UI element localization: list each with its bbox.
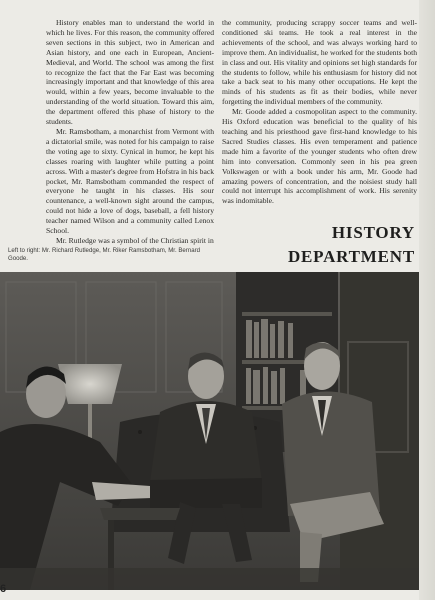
article-column-right — [222, 18, 417, 206]
article-paragraph: Mr. Goode added a cosmopolitan aspect to the community. His Oxford education was beneficial to the quality of his teaching and his priesthood gave first-hand knowledge to his Sacred Studies classes. His even temperament and patience made him a favorite of the younger students who often drew him into conversation. Commonly seen in his pea green Volkswagen or with a book under his arm, Mr. Goode had amazing powers of concentration, and the noisiest study hall could not interrupt his accomplishment of work. His serenity was indomitable. — [222, 107, 417, 206]
article-paragraph: Mr. Ramsbotham, a monarchist from Vermont with a dictatorial smile, was noted for his campaign to raise the voting age to sixty. Cynical in humor, he kept his classes roaring with laughter while putting a point across. With a master's degree from Hofstra in his back pocket, Mr. Ramsbotham commanded the respect of everyone he taught in his classes. His sour countenance, a well-known sight around the campus, could not hide a love of dogs, baseball, a fell history teacher named Wilson and a community called Lenox School. — [46, 126, 214, 236]
photo-caption: Left to right: Mr. Richard Rutledge, Mr. Riker Ramsbotham, Mr. Bernard Goode. — [8, 247, 201, 262]
page-number: 6 — [0, 583, 7, 595]
article-column-left — [46, 18, 214, 246]
article-paragraph: History enables man to understand the world in which he lives. For this reason, the community offered seven sections in this subject, two in American and Asian history, and one each in European, Ancient-Medieval, and World. The school was among the first to recognize the fact that the Far East was becoming increasingly important and that knowledge of this area would, within a few years, become invaluable to the understanding of the world situation. Toward this aim, the department offered this phase of history to the students. — [46, 18, 214, 127]
article-paragraph: Mr. Rutledge was a symbol of the Christian spirit in — [56, 235, 214, 245]
faculty-photograph — [0, 272, 419, 590]
faculty-photograph-illustration — [0, 272, 419, 590]
article-paragraph: the community, producing scrappy soccer teams and well-conditioned ski teams. He took a real interest in the achievements of the school, and was always working hard to improve them. An individualist, he worked for the students both in class and out. His vitality and opinions set high standards for the students to follow, while his enthusiasm for history did not take a back seat to his many other occupations. He kept the minds of his students as fit as their bodies, while never forgetting the individual members of the community. — [222, 18, 417, 107]
page-edge — [419, 0, 435, 600]
section-heading-line-1: HISTORY — [331, 223, 415, 242]
section-heading-line-2: DEPARTMENT — [287, 247, 415, 266]
